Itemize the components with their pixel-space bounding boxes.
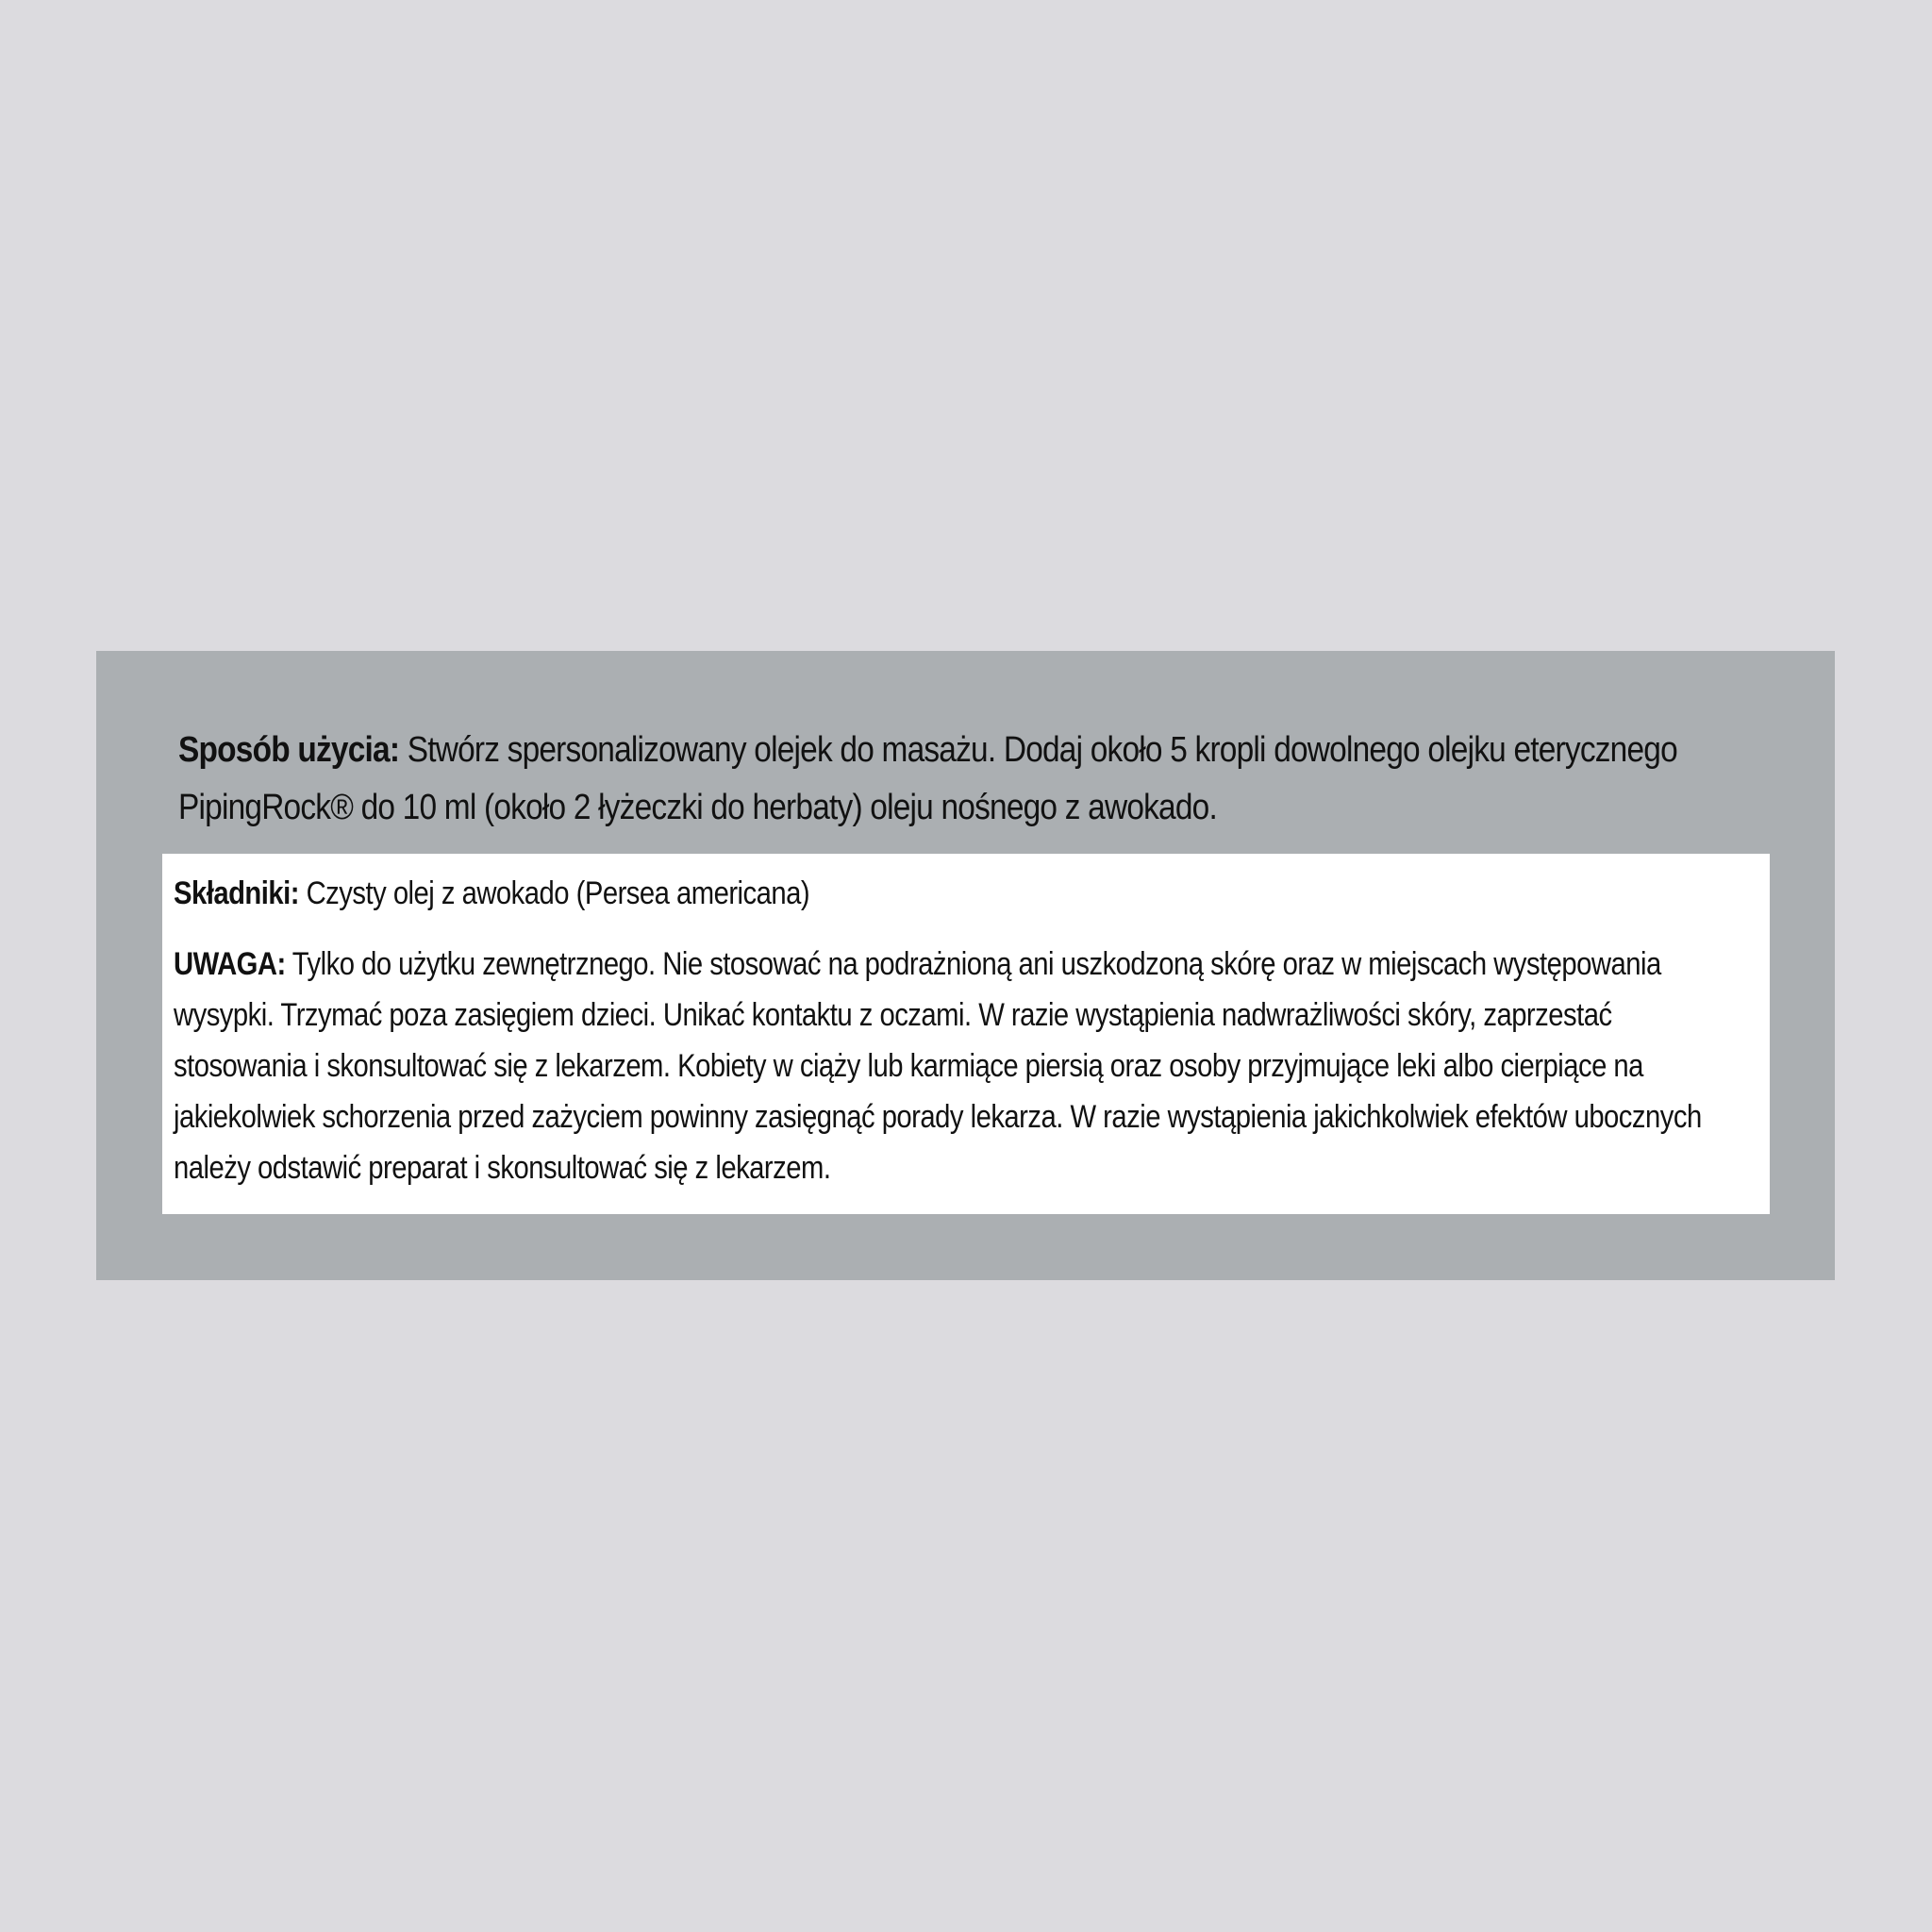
ingredients-paragraph — [174, 870, 1715, 917]
directions-text: Stwórz spersonalizowany olejek do masażu. Dodaj około 5 kropli dowolnego olejku eterycznego PipingRock® do 10 ml (około 2 łyżeczki do herbaty) oleju nośnego z awokado. — [178, 730, 1677, 827]
ingredients-label: Składniki: — [174, 875, 299, 911]
ingredients-text: Czysty olej z awokado (Persea americana) — [306, 875, 810, 911]
warning-paragraph — [174, 939, 1715, 1193]
warning-label: UWAGA: — [174, 946, 286, 982]
label-panel — [96, 651, 1835, 1280]
directions-paragraph — [178, 722, 1756, 837]
directions-label: Sposób użycia: — [178, 730, 400, 770]
info-content — [174, 870, 1715, 1193]
info-box — [162, 854, 1770, 1214]
warning-text: Tylko do użytku zewnętrznego. Nie stosować na podrażnioną ani uszkodzoną skórę oraz w miejscach występowania wysypki. Trzymać poza zasięgiem dzieci. Unikać kontaktu z oczami. W razie wystąpienia nadwrażliwości skóry, zaprzestać stosowania i skonsultować się z lekarzem. Kobiety w ciąży lub karmiące piersią oraz osoby przyjmujące leki albo cierpiące na jakiekolwiek schorzenia przed zażyciem powinny zasięgnąć porady lekarza. W razie wystąpienia jakichkolwiek efektów ubocznych należy odstawić preparat i skonsultować się z lekarzem. — [174, 946, 1702, 1186]
